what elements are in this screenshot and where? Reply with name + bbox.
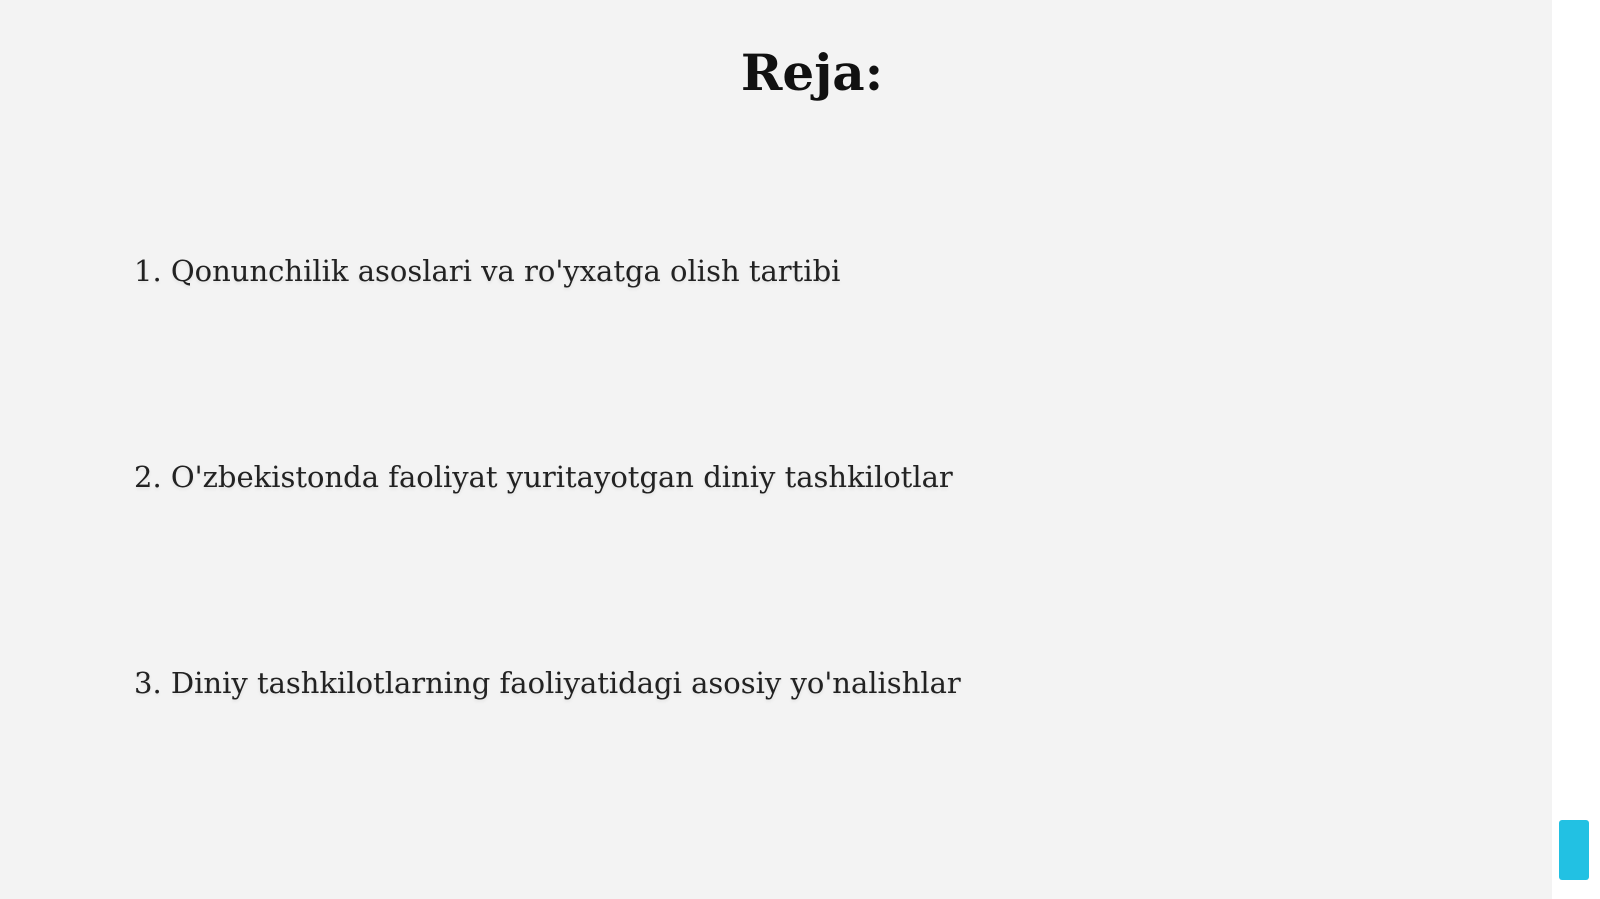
slide-title: Reja: [740,43,884,102]
scrollbar-thumb[interactable] [1559,820,1589,880]
plan-item-3: 3. Diniy tashkilotlarning faoliyatidagi asosiy yo'nalishlar [134,666,961,700]
plan-item-1: 1. Qonunchilik asoslari va ro'yxatga olish tartibi [134,254,841,288]
plan-item-2: 2. O'zbekistonda faoliyat yuritayotgan diniy tashkilotlar [134,460,953,494]
